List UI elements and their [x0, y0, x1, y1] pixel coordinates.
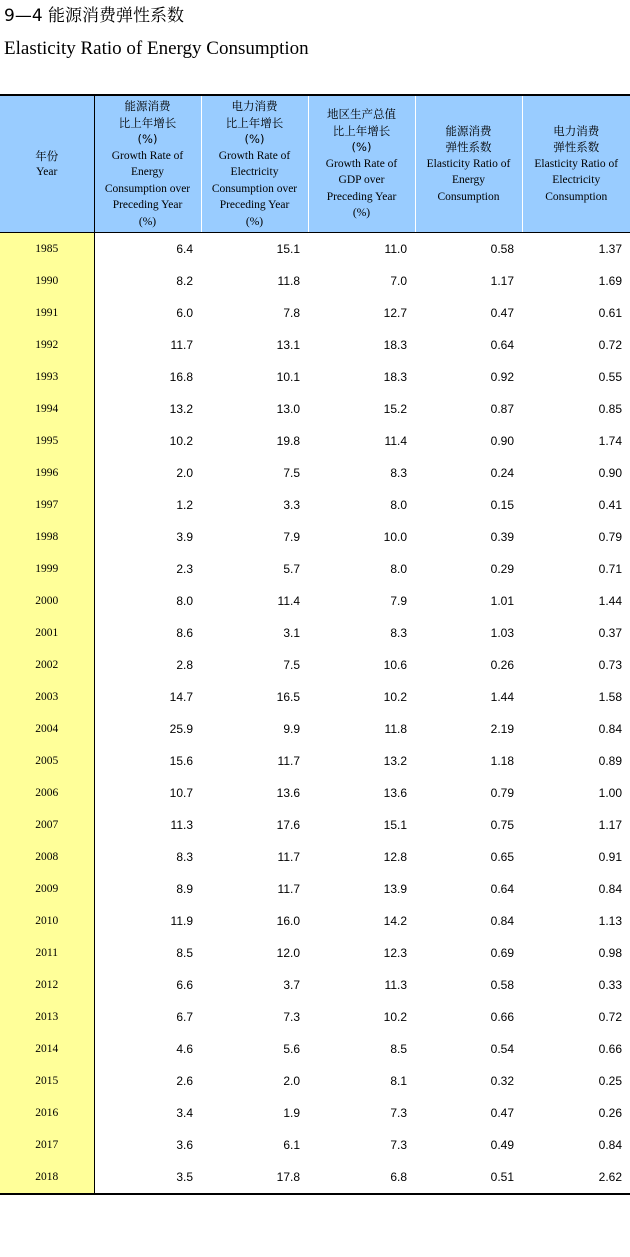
value-cell-energy-growth: 25.9: [169, 722, 193, 736]
year-cell: 2013: [0, 1001, 94, 1033]
year-cell: 1990: [0, 265, 94, 297]
value-cell-electricity-elasticity: 0.84: [598, 1138, 622, 1152]
value-cell-electricity-growth: 11.4: [277, 594, 300, 608]
value-cell-electricity-elasticity: 0.72: [598, 338, 622, 352]
value-cell-gdp-growth: 7.3: [390, 1106, 407, 1120]
header-label-en: Preceding Year: [326, 190, 397, 203]
value-cell-energy-elasticity: 0.54: [490, 1042, 514, 1056]
header-label-en: (%): [245, 215, 264, 228]
year-cell: 2010: [0, 905, 94, 937]
year-cell: 2012: [0, 969, 94, 1001]
header-label-cn: 比上年增长: [225, 115, 284, 130]
year-cell: 2005: [0, 745, 94, 777]
table-row: [0, 361, 630, 393]
value-cell-energy-growth: 3.5: [94, 1161, 201, 1194]
value-cell-energy-elasticity: 1.44: [490, 690, 514, 704]
value-cell-electricity-growth: 1.9: [283, 1106, 300, 1120]
value-cell-energy-elasticity: 2.19: [490, 722, 514, 736]
header-label-en: Electricity: [230, 166, 279, 178]
table-row: [0, 873, 630, 905]
value-cell-energy-elasticity: 0.29: [490, 562, 514, 576]
value-cell-gdp-growth: 6.8: [308, 1161, 415, 1194]
value-cell-gdp-growth: 12.3: [383, 946, 407, 960]
value-cell-energy-elasticity: 0.79: [490, 786, 514, 800]
table-row: [0, 329, 630, 361]
header-label-cn: 弹性系数: [445, 140, 492, 155]
value-cell-electricity-elasticity: 0.71: [598, 562, 622, 576]
value-cell-energy-growth: 16.8: [169, 370, 193, 384]
header-label-en: Growth Rate of: [218, 149, 291, 162]
value-cell-electricity-elasticity: 0.37: [598, 626, 622, 640]
value-cell-energy-growth: 8.5: [176, 946, 193, 960]
value-cell-energy-elasticity: 0.32: [490, 1074, 514, 1088]
table-row: [0, 521, 630, 553]
table-row: [0, 905, 630, 937]
header-label-en: Elasticity Ratio of: [534, 157, 619, 170]
value-cell-gdp-growth: 18.3: [383, 370, 407, 384]
value-cell-electricity-elasticity: 0.90: [598, 466, 622, 480]
value-cell-electricity-elasticity: 1.44: [598, 594, 622, 608]
table-row: [0, 1097, 630, 1129]
value-cell-gdp-growth: 15.1: [383, 818, 407, 832]
value-cell-electricity-growth: 13.6: [276, 786, 300, 800]
table-row: [0, 457, 630, 489]
header-label-cn: 比上年增长: [118, 115, 177, 130]
header-label-en: Preceding Year: [219, 199, 290, 211]
year-cell: 1998: [0, 521, 94, 553]
value-cell-gdp-growth: 10.2: [383, 1010, 407, 1024]
table-row: [0, 1033, 630, 1065]
year-cell: 2002: [0, 649, 94, 681]
value-cell-electricity-elasticity: 1.74: [598, 434, 622, 448]
value-cell-electricity-elasticity: 0.73: [598, 658, 622, 672]
value-cell-electricity-elasticity: 0.61: [598, 306, 622, 320]
year-cell: 2015: [0, 1065, 94, 1097]
value-cell-electricity-growth: 5.6: [283, 1042, 300, 1056]
value-cell-gdp-growth: 13.6: [383, 786, 407, 800]
table-row: [0, 1065, 630, 1097]
value-cell-energy-elasticity: 0.26: [490, 658, 514, 672]
value-cell-energy-elasticity: 1.03: [490, 626, 514, 640]
year-cell: 2014: [0, 1033, 94, 1065]
year-cell: 1996: [0, 457, 94, 489]
year-cell: 1992: [0, 329, 94, 361]
table-row: [0, 617, 630, 649]
value-cell-energy-growth: 15.6: [169, 754, 193, 768]
value-cell-electricity-growth: 16.5: [276, 690, 300, 704]
value-cell-electricity-growth: 13.0: [276, 402, 300, 416]
column-header-year: [0, 95, 94, 233]
table-row: [0, 1129, 630, 1161]
table-row: [0, 713, 630, 745]
header-label-cn: 地区生产总值: [327, 107, 396, 122]
value-cell-electricity-elasticity: 0.41: [598, 498, 622, 512]
value-cell-electricity-growth: 3.7: [283, 978, 300, 992]
year-cell: 1995: [0, 425, 94, 457]
table-row: [0, 585, 630, 617]
value-cell-energy-growth: 10.2: [169, 434, 193, 448]
value-cell-gdp-growth: 13.2: [383, 754, 407, 768]
header-label-en: (%): [352, 207, 371, 220]
value-cell-energy-growth: 11.3: [170, 818, 193, 832]
value-cell-energy-elasticity: 0.65: [490, 850, 514, 864]
value-cell-energy-elasticity: 1.01: [490, 594, 514, 608]
value-cell-electricity-growth: 16.0: [276, 914, 300, 928]
value-cell-energy-growth: 6.6: [176, 978, 193, 992]
value-cell-electricity-elasticity: 0.98: [598, 946, 622, 960]
value-cell-energy-elasticity: 0.75: [490, 818, 514, 832]
year-cell: 2008: [0, 841, 94, 873]
value-cell-energy-elasticity: 0.69: [490, 946, 514, 960]
header-label-en: Consumption: [437, 190, 500, 203]
header-label-en: (%): [138, 215, 157, 228]
value-cell-gdp-growth: 10.2: [383, 690, 407, 704]
value-cell-energy-elasticity: 0.87: [490, 402, 514, 416]
table-row: [0, 681, 630, 713]
value-cell-energy-elasticity: 1.17: [490, 274, 514, 288]
value-cell-electricity-growth: 7.5: [283, 466, 300, 480]
year-cell: 2001: [0, 617, 94, 649]
header-label-en: Elasticity Ratio of: [426, 157, 511, 170]
header-label-en: Energy: [130, 166, 164, 178]
value-cell-energy-elasticity: 0.47: [490, 306, 514, 320]
year-cell: 1993: [0, 361, 94, 393]
year-cell: 2003: [0, 681, 94, 713]
header-label-en: Year: [36, 166, 58, 178]
header-label-cn: 比上年增长: [332, 123, 391, 138]
value-cell-electricity-elasticity: 0.55: [598, 370, 622, 384]
column-header-energy-growth: [94, 95, 201, 233]
value-cell-gdp-growth: 8.5: [390, 1042, 407, 1056]
header-label-cn: 年份: [35, 148, 59, 163]
year-cell: 2011: [0, 937, 94, 969]
value-cell-electricity-growth: 3.1: [283, 626, 300, 640]
table-body: [0, 233, 630, 1195]
year-cell: 2006: [0, 777, 94, 809]
value-cell-electricity-elasticity: 0.79: [598, 530, 622, 544]
header-label-en: Growth Rate of: [325, 157, 398, 170]
value-cell-electricity-growth: 7.5: [283, 658, 300, 672]
column-header-electricity-elasticity: [522, 95, 630, 233]
header-label-en: GDP over: [338, 174, 385, 187]
year-cell: 2009: [0, 873, 94, 905]
value-cell-energy-growth: 8.2: [176, 274, 193, 288]
value-cell-gdp-growth: 7.3: [390, 1138, 407, 1152]
page-title-english: Elasticity Ratio of Energy Consumption: [4, 38, 309, 59]
table-row: [0, 809, 630, 841]
header-label-en: Energy: [451, 174, 485, 187]
value-cell-electricity-elasticity: 0.91: [598, 850, 622, 864]
value-cell-gdp-growth: 8.3: [390, 626, 407, 640]
value-cell-gdp-growth: 14.2: [383, 914, 407, 928]
value-cell-electricity-growth: 19.8: [276, 434, 300, 448]
table-row: [0, 1161, 630, 1194]
value-cell-energy-growth: 14.7: [169, 690, 193, 704]
year-cell: 2016: [0, 1097, 94, 1129]
value-cell-energy-elasticity: 0.15: [490, 498, 514, 512]
value-cell-gdp-growth: 18.3: [383, 338, 407, 352]
value-cell-electricity-growth: 3.3: [283, 498, 300, 512]
value-cell-gdp-growth: 11.8: [384, 722, 407, 736]
year-cell: 1997: [0, 489, 94, 521]
value-cell-energy-elasticity: 0.24: [490, 466, 514, 480]
table-header-row: [0, 95, 630, 233]
column-header-electricity-growth: [201, 95, 308, 233]
year-cell: 1985: [0, 233, 94, 266]
value-cell-electricity-growth: 11.7: [277, 754, 300, 768]
value-cell-energy-elasticity: 0.84: [490, 914, 514, 928]
header-label-cn: (%): [351, 140, 372, 155]
value-cell-energy-growth: 3.4: [176, 1106, 193, 1120]
year-cell: 1994: [0, 393, 94, 425]
table-row: [0, 777, 630, 809]
value-cell-gdp-growth: 8.3: [390, 466, 407, 480]
data-table-container: [0, 94, 630, 1195]
header-label-en: Growth Rate of: [111, 149, 184, 162]
value-cell-electricity-elasticity: 1.37: [598, 242, 622, 256]
value-cell-energy-growth: 3.9: [176, 530, 193, 544]
table-row: [0, 425, 630, 457]
value-cell-electricity-elasticity: 2.62: [522, 1161, 630, 1194]
value-cell-energy-growth: 2.0: [176, 466, 193, 480]
value-cell-energy-elasticity: 0.92: [490, 370, 514, 384]
header-label-cn: 能源消费: [124, 99, 171, 113]
value-cell-electricity-growth: 5.7: [283, 562, 300, 576]
header-label-cn: 电力消费: [231, 99, 278, 113]
value-cell-gdp-growth: 10.0: [383, 530, 407, 544]
value-cell-gdp-growth: 10.6: [383, 658, 407, 672]
value-cell-electricity-elasticity: 0.85: [598, 402, 622, 416]
table-row: [0, 553, 630, 585]
value-cell-electricity-elasticity: 1.58: [598, 690, 622, 704]
header-label-cn: (%): [244, 132, 265, 146]
header-label-en: Consumption over: [211, 182, 298, 195]
elasticity-table: [0, 94, 630, 1195]
value-cell-energy-elasticity: 0.51: [415, 1161, 522, 1194]
value-cell-energy-growth: 13.2: [169, 402, 193, 416]
header-label-en: Preceding Year: [112, 199, 183, 211]
value-cell-energy-growth: 8.9: [176, 882, 193, 896]
header-label-en: Consumption: [545, 190, 608, 203]
value-cell-gdp-growth: 12.7: [383, 306, 407, 320]
value-cell-electricity-growth: 11.8: [277, 274, 300, 288]
value-cell-energy-growth: 2.6: [176, 1074, 193, 1088]
value-cell-energy-elasticity: 0.64: [490, 882, 514, 896]
value-cell-electricity-elasticity: 0.26: [598, 1106, 622, 1120]
value-cell-electricity-growth: 10.1: [276, 370, 300, 384]
value-cell-energy-elasticity: 0.66: [490, 1010, 514, 1024]
header-label-cn: 能源消费: [445, 123, 492, 138]
value-cell-electricity-growth: 11.7: [277, 850, 300, 864]
value-cell-energy-growth: 1.2: [176, 498, 193, 512]
value-cell-energy-elasticity: 0.47: [490, 1106, 514, 1120]
year-cell: 2017: [0, 1129, 94, 1161]
value-cell-gdp-growth: 8.0: [390, 498, 407, 512]
value-cell-electricity-elasticity: 0.25: [598, 1074, 622, 1088]
table-row: [0, 745, 630, 777]
header-label-cn: 弹性系数: [553, 140, 600, 155]
value-cell-energy-growth: 6.0: [176, 306, 193, 320]
year-cell: 2007: [0, 809, 94, 841]
value-cell-electricity-growth: 17.8: [201, 1161, 308, 1194]
table-row: [0, 841, 630, 873]
value-cell-energy-growth: 3.6: [176, 1138, 193, 1152]
value-cell-energy-growth: 2.3: [176, 562, 193, 576]
value-cell-energy-elasticity: 1.18: [490, 754, 514, 768]
value-cell-gdp-growth: 11.4: [384, 434, 407, 448]
value-cell-electricity-growth: 7.3: [283, 1010, 300, 1024]
year-cell: 2018: [0, 1161, 94, 1194]
year-cell: 2000: [0, 585, 94, 617]
value-cell-electricity-growth: 15.1: [276, 242, 300, 256]
table-row: [0, 1001, 630, 1033]
table-row: [0, 649, 630, 681]
header-label-cn: 电力消费: [553, 123, 600, 138]
value-cell-electricity-elasticity: 0.84: [598, 722, 622, 736]
value-cell-energy-elasticity: 0.49: [490, 1138, 514, 1152]
value-cell-energy-elasticity: 0.90: [490, 434, 514, 448]
value-cell-gdp-growth: 13.9: [383, 882, 407, 896]
value-cell-energy-elasticity: 0.64: [490, 338, 514, 352]
year-cell: 2004: [0, 713, 94, 745]
value-cell-gdp-growth: 11.0: [384, 242, 407, 256]
header-label-en: Consumption over: [104, 182, 191, 195]
value-cell-electricity-growth: 6.1: [283, 1138, 300, 1152]
value-cell-electricity-elasticity: 0.84: [598, 882, 622, 896]
value-cell-electricity-growth: 13.1: [276, 338, 300, 352]
value-cell-gdp-growth: 15.2: [383, 402, 407, 416]
value-cell-gdp-growth: 8.1: [390, 1074, 407, 1088]
value-cell-energy-elasticity: 0.58: [490, 978, 514, 992]
table-row: [0, 297, 630, 329]
value-cell-electricity-elasticity: 0.72: [598, 1010, 622, 1024]
value-cell-energy-growth: 10.7: [169, 786, 193, 800]
value-cell-energy-growth: 11.9: [170, 914, 193, 928]
value-cell-electricity-growth: 9.9: [283, 722, 300, 736]
value-cell-energy-growth: 8.6: [176, 626, 193, 640]
table-row: [0, 233, 630, 266]
value-cell-gdp-growth: 7.9: [390, 594, 407, 608]
value-cell-energy-growth: 6.7: [176, 1010, 193, 1024]
value-cell-electricity-growth: 12.0: [276, 946, 300, 960]
value-cell-energy-growth: 11.7: [170, 338, 193, 352]
page-title-chinese: 9—4 能源消费弹性系数: [4, 6, 185, 26]
year-cell: 1991: [0, 297, 94, 329]
value-cell-electricity-growth: 7.8: [283, 306, 300, 320]
value-cell-electricity-elasticity: 1.13: [598, 914, 622, 928]
value-cell-electricity-elasticity: 1.69: [598, 274, 622, 288]
header-label-cn: (%): [137, 132, 158, 146]
value-cell-electricity-growth: 11.7: [277, 882, 300, 896]
value-cell-energy-growth: 2.8: [176, 658, 193, 672]
table-row: [0, 393, 630, 425]
value-cell-energy-elasticity: 0.58: [490, 242, 514, 256]
value-cell-electricity-growth: 17.6: [276, 818, 300, 832]
value-cell-electricity-growth: 7.9: [283, 530, 300, 544]
value-cell-energy-growth: 6.4: [176, 242, 193, 256]
table-row: [0, 969, 630, 1001]
column-header-energy-elasticity: [415, 95, 522, 233]
table-row: [0, 265, 630, 297]
value-cell-electricity-elasticity: 1.17: [598, 818, 622, 832]
header-label-en: Electricity: [552, 174, 601, 187]
value-cell-gdp-growth: 7.0: [390, 274, 407, 288]
table-row: [0, 937, 630, 969]
value-cell-electricity-elasticity: 0.89: [598, 754, 622, 768]
year-cell: 1999: [0, 553, 94, 585]
value-cell-energy-growth: 8.3: [176, 850, 193, 864]
value-cell-electricity-elasticity: 0.66: [598, 1042, 622, 1056]
value-cell-energy-growth: 4.6: [176, 1042, 193, 1056]
value-cell-energy-elasticity: 0.39: [490, 530, 514, 544]
value-cell-electricity-elasticity: 0.33: [598, 978, 622, 992]
value-cell-electricity-elasticity: 1.00: [598, 786, 622, 800]
value-cell-gdp-growth: 12.8: [383, 850, 407, 864]
value-cell-gdp-growth: 8.0: [390, 562, 407, 576]
value-cell-energy-growth: 8.0: [176, 594, 193, 608]
column-header-gdp-growth: [308, 95, 415, 233]
value-cell-gdp-growth: 11.3: [384, 978, 407, 992]
table-row: [0, 489, 630, 521]
value-cell-electricity-growth: 2.0: [283, 1074, 300, 1088]
